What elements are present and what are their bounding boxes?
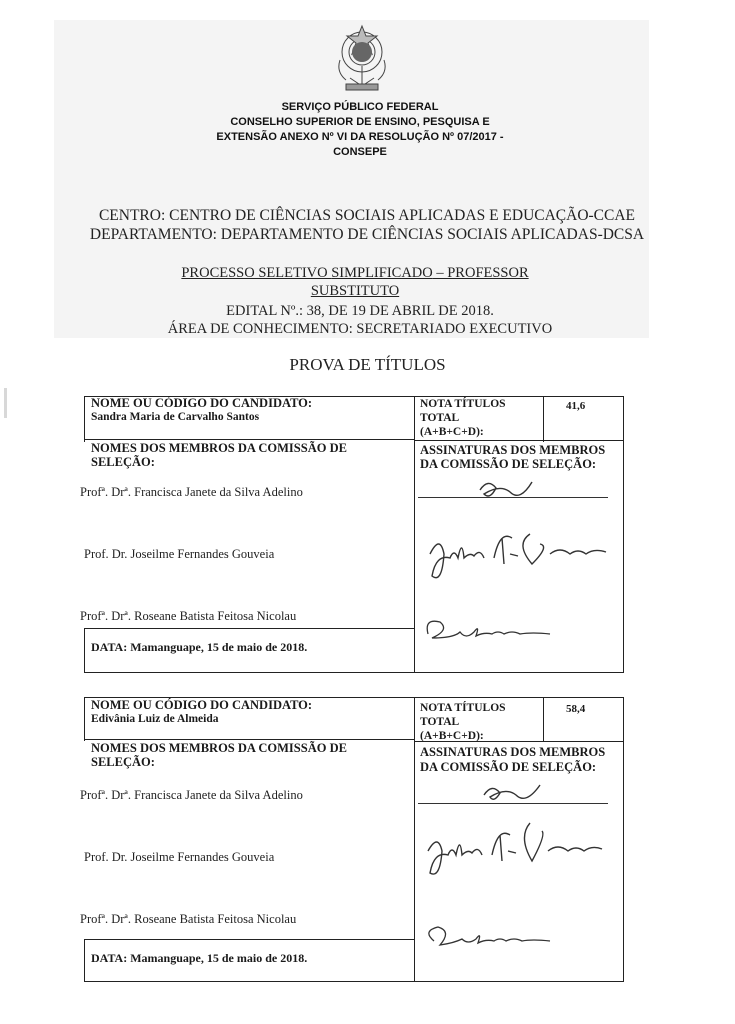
nota-label-1: NOTA TÍTULOS [420, 702, 506, 714]
signature-1 [460, 775, 560, 815]
signatures-label-2: DA COMISSÃO DE SELEÇÃO: [420, 457, 597, 471]
candidate-name: Sandra Maria de Carvalho Santos [91, 411, 260, 423]
signature-3 [420, 612, 560, 652]
card-column-divider [414, 396, 415, 673]
card-column-divider [414, 697, 415, 982]
gov-line-3: EXTENSÃO ANEXO Nº VI DA RESOLUÇÃO Nº 07/2017 - [216, 131, 504, 143]
card-border-right [623, 697, 624, 982]
card-border-bottom [84, 672, 624, 673]
signature-2 [420, 524, 620, 594]
card-border-right [623, 396, 624, 673]
processo-part-2: SIMPLIFICADO [331, 265, 433, 281]
nota-label-1: NOTA TÍTULOS [420, 398, 506, 410]
page-title: PROVA DE TÍTULOS [289, 355, 446, 374]
members-label-1: NOMES DOS MEMBROS DA COMISSÃO DE [91, 741, 347, 755]
card-date-top [84, 939, 414, 940]
government-header [150, 100, 570, 160]
processo-part-3: – PROFESSOR [432, 265, 529, 281]
members-label-2: SELEÇÃO: [91, 755, 155, 769]
date-line: DATA: Mamanguape, 15 de maio de 2018. [91, 951, 308, 965]
card-border-left [84, 697, 85, 741]
signatures-label-1: ASSINATURAS DOS MEMBROS [420, 745, 606, 759]
signatures-label-2: DA COMISSÃO DE SELEÇÃO: [420, 760, 597, 774]
scan-edge-mark [4, 388, 7, 418]
departamento-line: DEPARTAMENTO: DEPARTAMENTO DE CIÊNCIAS SOCIAIS APLICADAS-DCSA [89, 226, 645, 243]
evaluation-card-1 [80, 384, 624, 676]
score-value: 58,4 [566, 703, 586, 715]
nota-label-2: TOTAL [420, 716, 460, 728]
gov-line-1: SERVIÇO PÚBLICO FEDERAL [281, 101, 439, 113]
signature-3 [420, 917, 560, 957]
candidate-label: NOME OU CÓDIGO DO CANDIDATO: [91, 396, 313, 410]
gov-line-2: CONSELHO SUPERIOR DE ENSINO, PESQUISA E [230, 116, 490, 128]
member-3: Profª. Drª. Roseane Batista Feitosa Nicolau [80, 912, 297, 926]
member-1: Profª. Drª. Francisca Janete da Silva Adelino [80, 788, 303, 802]
evaluation-card-2 [80, 687, 624, 983]
gov-line-4: CONSEPE [333, 146, 387, 158]
card-date-top [84, 628, 414, 629]
score-value: 41,6 [566, 400, 586, 412]
card-divider [84, 739, 414, 740]
area-line: ÁREA DE CONHECIMENTO: SECRETARIADO EXECUTIVO [167, 321, 553, 337]
member-2: Prof. Dr. Joseilme Fernandes Gouveia [84, 850, 275, 864]
candidate-label: NOME OU CÓDIGO DO CANDIDATO: [91, 698, 313, 712]
card-divider [84, 439, 414, 440]
members-label-1: NOMES DOS MEMBROS DA COMISSÃO DE [91, 441, 347, 455]
signature-2 [420, 817, 620, 887]
members-label-2: SELEÇÃO: [91, 455, 155, 469]
member-3: Profª. Drª. Roseane Batista Feitosa Nicolau [80, 609, 297, 623]
brazil-coat-of-arms-seal [332, 22, 392, 94]
card-border-left [84, 396, 85, 442]
date-line: DATA: Mamanguape, 15 de maio de 2018. [91, 640, 308, 654]
processo-line-2: SUBSTITUTO [310, 283, 400, 299]
card-score-divider [543, 697, 544, 741]
edital-line: EDITAL Nº.: 38, DE 19 DE ABRIL DE 2018. [226, 303, 494, 319]
nota-label-3: (A+B+C+D): [420, 426, 484, 438]
card-score-divider [543, 396, 544, 442]
card-border-left-lower [84, 939, 85, 982]
signature-1 [450, 472, 550, 512]
card-border-bottom [84, 981, 624, 982]
center-department-block [54, 206, 680, 244]
candidate-name: Edivânia Luiz de Almeida [91, 713, 219, 725]
nota-label-3: (A+B+C+D): [420, 730, 484, 742]
card-border-left-lower [84, 628, 85, 673]
card-score-bottom [414, 440, 624, 441]
processo-part-1: PROCESSO SELETIVO [181, 265, 332, 281]
centro-line: CENTRO: CENTRO DE CIÊNCIAS SOCIAIS APLICADAS E EDUCAÇÃO-CCAE [98, 207, 636, 224]
nota-label-2: TOTAL [420, 412, 460, 424]
signatures-label-1: ASSINATURAS DOS MEMBROS [420, 443, 606, 457]
edital-block [80, 302, 640, 338]
member-2: Prof. Dr. Joseilme Fernandes Gouveia [84, 547, 275, 561]
processo-title [120, 264, 590, 300]
member-1: Profª. Drª. Francisca Janete da Silva Adelino [80, 485, 303, 499]
